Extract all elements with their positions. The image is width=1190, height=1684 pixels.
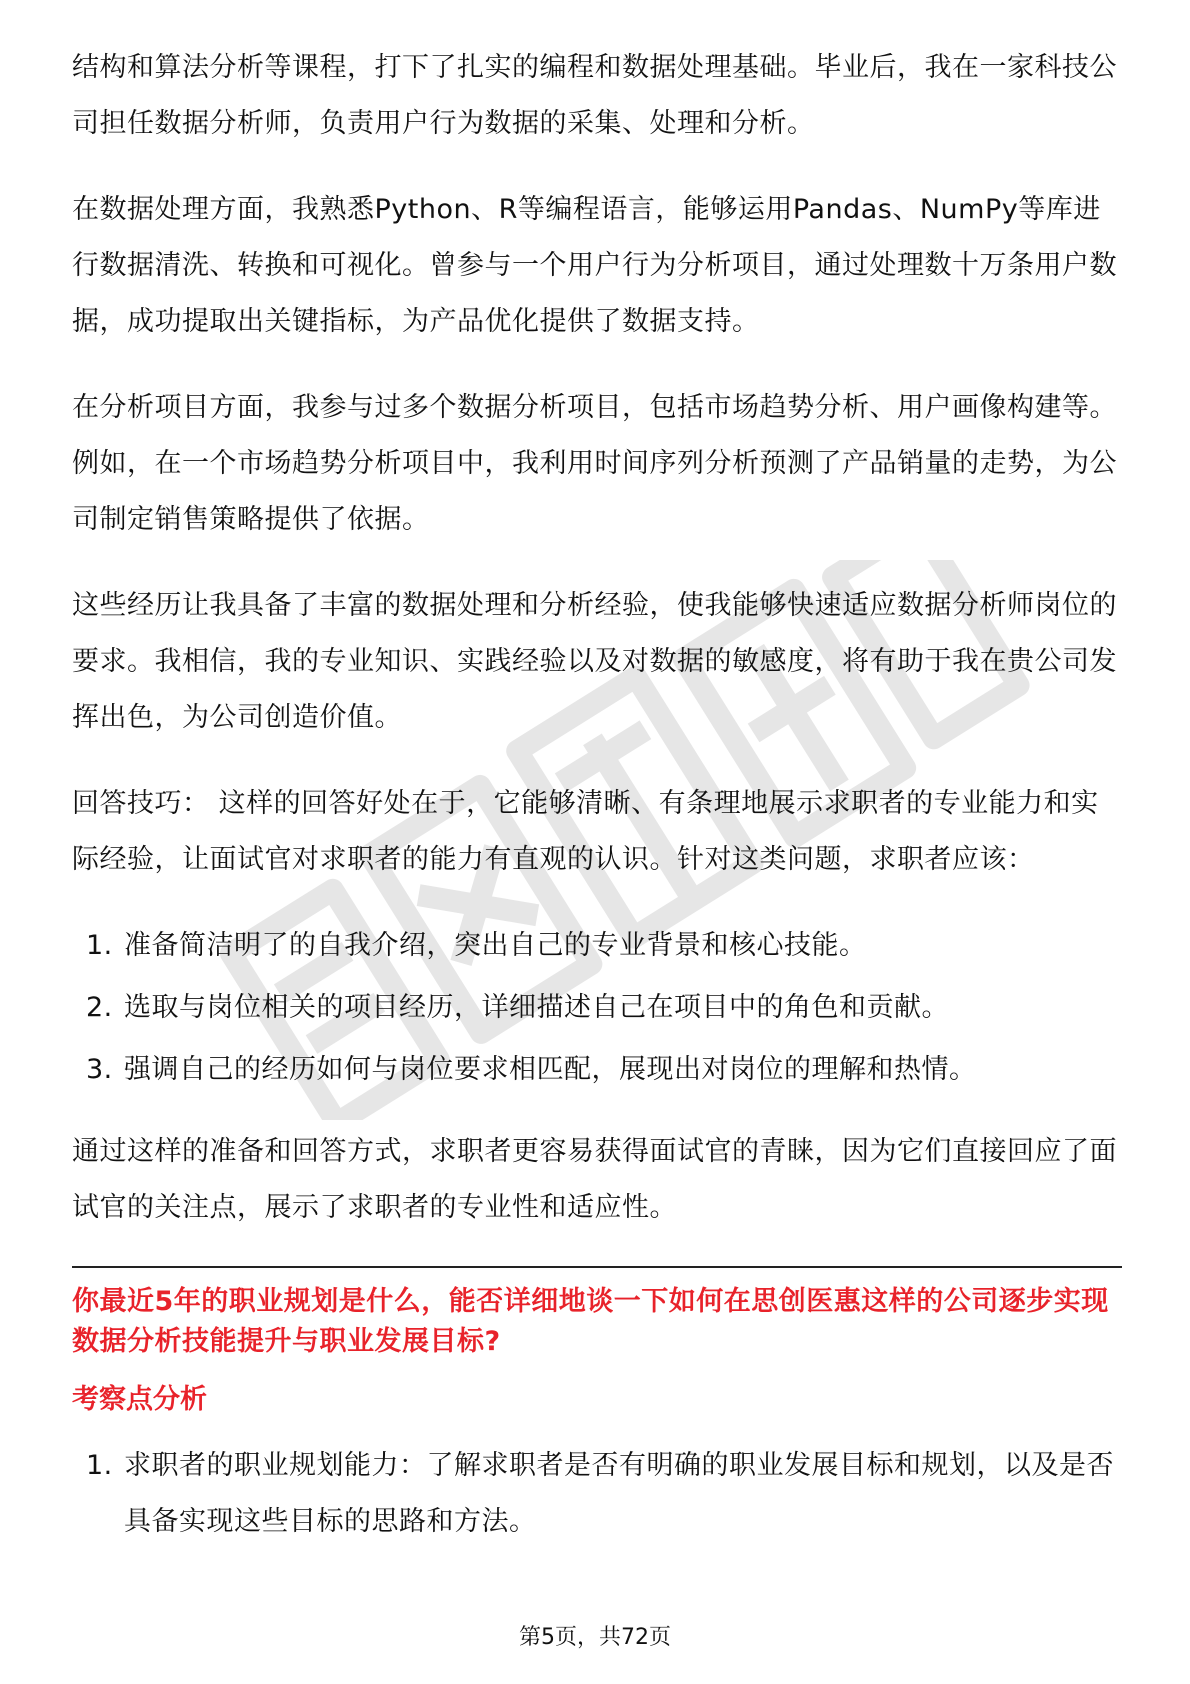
section-divider bbox=[72, 1266, 1122, 1268]
analysis-list bbox=[72, 1438, 1122, 1550]
paragraph-closing: 通过这样的准备和回答方式，求职者更容易获得面试官的青睐，因为它们直接回应了面试官的关注点，展示了求职者的专业性和适应性。 bbox=[72, 1136, 1117, 1223]
analysis-heading: 考察点分析 bbox=[72, 1384, 207, 1415]
list-number: 3. bbox=[86, 1054, 113, 1085]
paragraph-analysis-projects: 在分析项目方面，我参与过多个数据分析项目，包括市场趋势分析、用户画像构建等。例如，在一个市场趋势分析项目中，我利用时间序列分析预测了产品销量的走势，为公司制定销售策略提供了依据。 bbox=[72, 392, 1117, 535]
paragraph-answer-tips: 回答技巧： 这样的回答好处在于，它能够清晰、有条理地展示求职者的专业能力和实际经验，让面试官对求职者的能力有直观的认识。针对这类问题，求职者应该： bbox=[72, 788, 1099, 875]
list-text: 选取与岗位相关的项目经历，详细描述自己在项目中的角色和贡献。 bbox=[124, 992, 949, 1023]
list-text: 求职者的职业规划能力：了解求职者是否有明确的职业发展目标和规划，以及是否具备实现这些目标的思路和方法。 bbox=[124, 1450, 1114, 1537]
list-item bbox=[72, 980, 1122, 1036]
list-item bbox=[72, 1438, 1122, 1550]
paragraph-experience-summary: 这些经历让我具备了丰富的数据处理和分析经验，使我能够快速适应数据分析师岗位的要求。我相信，我的专业知识、实践经验以及对数据的敏感度，将有助于我在贵公司发挥出色，为公司创造价值。 bbox=[72, 590, 1117, 733]
paragraph-education-background: 结构和算法分析等课程，打下了扎实的编程和数据处理基础。毕业后，我在一家科技公司担任数据分析师，负责用户行为数据的采集、处理和分析。 bbox=[72, 52, 1117, 139]
list-number: 1. bbox=[86, 1450, 113, 1481]
page-footer: 第5页，共72页 bbox=[519, 1625, 671, 1650]
list-number: 2. bbox=[86, 992, 113, 1023]
interview-question: 你最近5年的职业规划是什么，能否详细地谈一下如何在思创医惠这样的公司逐步实现数据分析技能提升与职业发展目标? bbox=[72, 1286, 1109, 1357]
list-item bbox=[72, 1042, 1122, 1098]
list-item bbox=[72, 918, 1122, 974]
paragraph-data-processing: 在数据处理方面，我熟悉Python、R等编程语言，能够运用Pandas、NumPy等库进行数据清洗、转换和可视化。曾参与一个用户行为分析项目，通过处理数十万条用户数据，成功提取出关键指标，为产品优化提供了数据支持。 bbox=[72, 194, 1117, 337]
list-number: 1. bbox=[86, 930, 113, 961]
list-text: 强调自己的经历如何与岗位要求相匹配，展现出对岗位的理解和热情。 bbox=[124, 1054, 977, 1085]
list-text: 准备简洁明了的自我介绍，突出自己的专业背景和核心技能。 bbox=[124, 930, 867, 961]
tips-list bbox=[72, 918, 1122, 1098]
document-body bbox=[72, 40, 1122, 1576]
